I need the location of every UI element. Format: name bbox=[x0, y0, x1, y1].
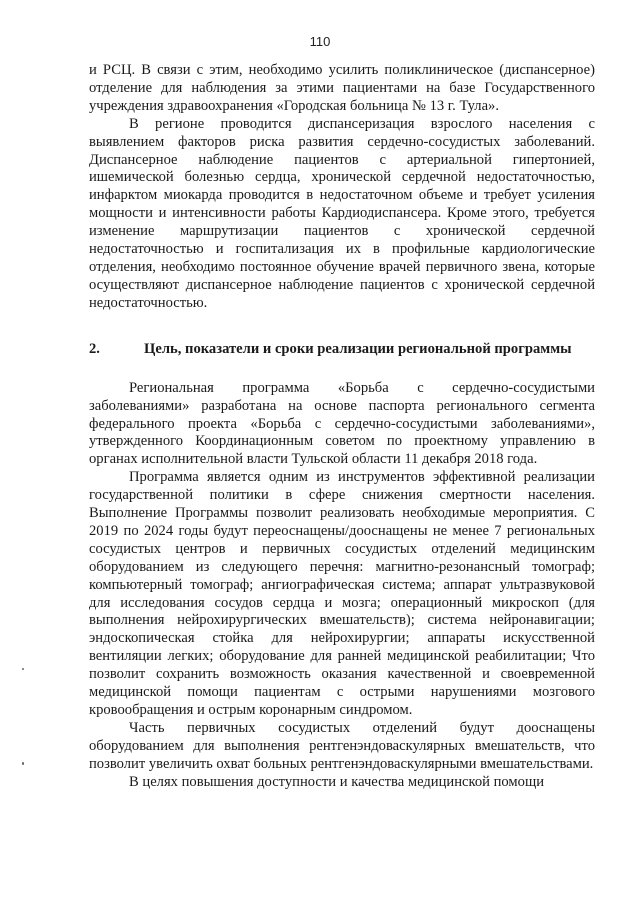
section-number: 2. bbox=[89, 340, 100, 357]
page-number: 110 bbox=[309, 34, 331, 49]
scan-speck bbox=[22, 668, 24, 670]
paragraph-accessibility: В целях повышения доступности и качества медицинской помощи bbox=[129, 773, 545, 790]
section-heading bbox=[89, 340, 595, 358]
paragraph-program-basis: Региональная программа «Борьба с сердечно-сосудистыми заболеваниями» разработана на основе паспорта регионального сегмента федерального проекта «Борьба с сердечно-сосудистыми заболеваниями», утвержденного Координационным советом по проектному управлению в органах исполнительной власти Тульской области 11 декабря 2018 года. bbox=[89, 379, 595, 468]
paragraph-continuation: и РСЦ. В связи с этим, необходимо усилить поликлиническое (диспансерное) отделение для наблюдения за этими пациентами на базе Государственного учреждения здравоохранения «Городская больница № 13 г. Тула». bbox=[89, 62, 595, 114]
paragraph-vascular-departments: Часть первичных сосудистых отделений будут дооснащены оборудованием для выполнения рентгенэндоваскулярных вмешательств, что позволит увеличить охват больных рентгенэндоваскулярными вмешательствами. bbox=[89, 719, 595, 772]
scan-speck bbox=[22, 762, 24, 765]
scan-speck bbox=[555, 628, 556, 630]
paragraph-dispensary-screening: В регионе проводится диспансеризация взрослого населения с выявлением факторов риска развития сердечно-сосудистых заболеваний. Диспансерное наблюдение пациентов с артериальной гипертонией, ишемической болезнью сердца, хронической сердечной недостаточностью, инфарктом миокарда проводится в недостаточном объеме и требует усиления мощности и интенсивности работы Кардиодиспансера. Кроме этого, требуется изменение маршрутизации пациентов с хронической сердечной недостаточностью и госпитализация их в профильные кардиологические отделения, необходимо постоянное обучение врачей первичного звена, которые осуществляют диспансерное наблюдение пациентов с хронической сердечной недостаточностью. bbox=[89, 115, 595, 311]
section-title: Цель, показатели и сроки реализации региональной программы bbox=[144, 340, 572, 357]
paragraph-program-equipment: Программа является одним из инструментов эффективной реализации государственной политики в сфере снижения смертности населения. Выполнение Программы позволит реализовать необходимые мероприятия. С 2019 по 2024 годы будут переоснащены/дооснащены не менее 7 региональных сосудистых центров и первичных сосудистых отделений медицинским оборудованием из следующего перечня: магнитно-резонансный томограф; компьютерный томограф; ангиографическая система; аппарат ультразвуковой для исследования сосудов сердца и мозга; операционный микроскоп (для выполнения нейрохирургических вмешательств); система нейронавигации; эндоскопическая стойка для нейрохирургии; аппараты искусственной вентиляции легких; оборудование для ранней медицинской реабилитации; Что позволит сохранить возможность оказания качественной и своевременной медицинской помощи пациентам с острыми нарушениями мозгового кровообращения и острым коронарным синдромом. bbox=[89, 469, 595, 718]
document-body bbox=[89, 62, 595, 792]
